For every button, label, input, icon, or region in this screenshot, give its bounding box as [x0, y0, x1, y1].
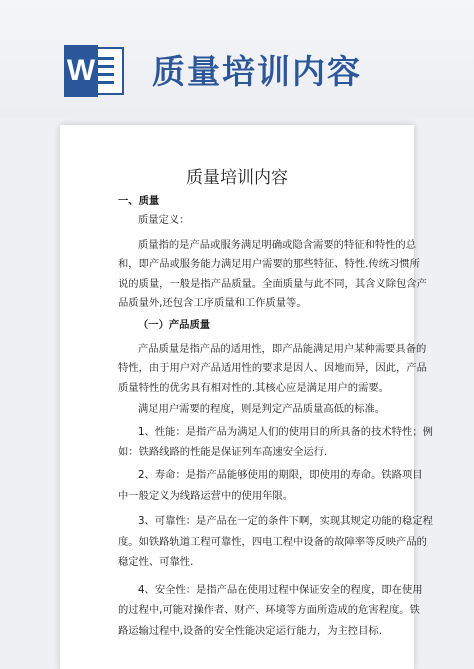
- banner-header: [0, 0, 474, 118]
- paragraph-line: 和，即产品或服务能力满足用户需要的那些特征、特性.传统习惯所: [118, 258, 420, 270]
- paragraph-line: 2、寿命：是指产品能够使用的期限，即使用的寿命。铁路项目: [138, 469, 423, 481]
- word-icon-letter: W: [64, 45, 98, 97]
- paragraph-line: 的过程中,可能对操作者、财产、环境等方面所造成的危害程度。铁: [118, 604, 420, 616]
- paragraph-line: 质量定义：: [138, 214, 190, 226]
- subsection-heading: （一）产品质量: [138, 319, 211, 331]
- paragraph-line: 路运输过程中,设备的安全性能决定运行能力，为主控目标.: [118, 625, 382, 637]
- paragraph-line: 品质量外,还包含工序质量和工作质量等。: [118, 297, 307, 309]
- paragraph-line: 3、可靠性：是产品在一定的条件下啊，实现其规定功能的稳定程: [138, 515, 433, 527]
- document-title: 质量培训内容: [186, 168, 288, 188]
- paragraph-line: 4、安全性：是指产品在使用过程中保证安全的程度，即在使用: [138, 584, 423, 596]
- banner-title: 质量培训内容: [152, 52, 362, 91]
- paragraph-line: 特性，由于用户对产品适用性的要求是因人、因地而异，因此，产品: [118, 362, 427, 374]
- section-heading: 一、质量: [118, 195, 160, 207]
- document-page: [60, 125, 433, 669]
- paragraph-line: 如：铁路线路的性能是保证列车高速安全运行.: [118, 446, 328, 458]
- paragraph-line: 度。如铁路轨道工程可靠性，四电工程中设备的故障率等反映产品的: [118, 536, 427, 548]
- paragraph-line: 中一般定义为线路运营中的使用年限。: [118, 490, 294, 502]
- paragraph-line: 满足用户需要的程度，则是判定产品质量高低的标准。: [138, 403, 386, 415]
- paragraph-line: 说的质量，一般是指产品质量。全面质量与此不同，其含义除包含产: [118, 278, 427, 290]
- paragraph-line: 质量特性的优劣具有相对性的.其核心应是满足用户的需要。: [118, 382, 389, 394]
- paragraph-line: 质量指的是产品或服务满足明确或隐含需要的特征和特性的总: [138, 239, 417, 251]
- paragraph-line: 产品质量是指产品的适用性，即产品能满足用户某种需要具备的: [138, 343, 427, 355]
- word-icon: [64, 45, 124, 97]
- paragraph-line: 稳定性、可靠性.: [118, 556, 194, 568]
- paragraph-line: 1、性能：是指产品为满足人们的使用目的所具备的技术特性；例: [138, 426, 433, 438]
